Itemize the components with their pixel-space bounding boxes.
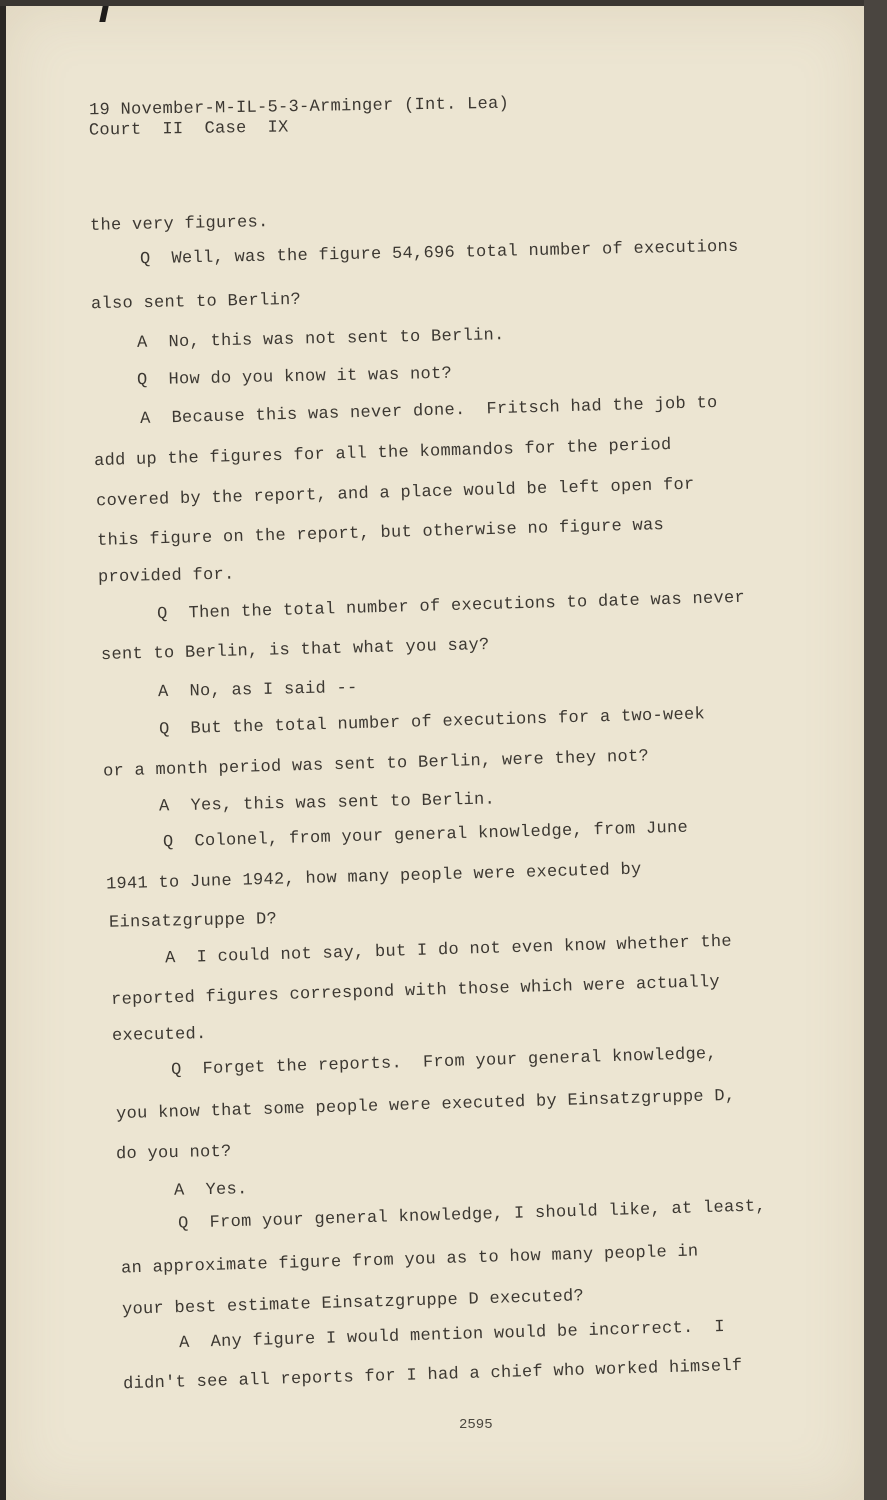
transcript-line: executed. [111, 1025, 207, 1046]
transcript-line: add up the figures for all the kommandos for the period [93, 435, 672, 472]
transcript-line: A Because this was never done. Fritsch had the job to [139, 393, 718, 430]
corner-mark [99, 6, 108, 22]
transcript-line: didn't see all reports for I had a chief who worked himself [122, 1356, 743, 1395]
header-line-2: Court II Case IX [88, 118, 289, 141]
transcript-line: A Yes, this was sent to Berlin. [158, 790, 496, 817]
transcript-line: reported figures correspond with those which were actually [110, 972, 721, 1011]
transcript-line: Q Colonel, from your general knowledge, from June [162, 818, 689, 853]
transcript-line: Q Then the total number of executions to date was never [156, 588, 746, 625]
transcript-line: A No, as I said -- [157, 678, 358, 703]
transcript-line: an approximate figure from you as to how many people in [120, 1242, 699, 1279]
transcript-line: Q How do you know it was not? [136, 364, 453, 391]
transcript-line: covered by the report, and a place would be left open for [95, 475, 695, 512]
transcript-line: this figure on the report, but otherwise no figure was [96, 516, 665, 551]
transcript-line: do you not? [115, 1142, 232, 1165]
transcript-line: A No, this was not sent to Berlin. [136, 326, 505, 353]
transcript-line: Einsatzgruppe D? [108, 910, 278, 933]
transcript-line: or a month period was sent to Berlin, were they not? [102, 747, 650, 782]
document-page [6, 6, 864, 1500]
transcript-line: Q Forget the reports. From your general knowledge, [170, 1044, 718, 1081]
transcript-line: also sent to Berlin? [90, 290, 302, 315]
transcript-line: your best estimate Einsatzgruppe D executed? [121, 1287, 585, 1320]
transcript-line: Q Well, was the figure 54,696 total number of executions [139, 237, 739, 270]
scan-right-edge [864, 0, 887, 1500]
transcript-line: Q From your general knowledge, I should like, at least, [177, 1197, 767, 1234]
transcript-line: Q But the total number of executions for a two-week [158, 705, 706, 740]
transcript-line: A Any figure I would mention would be incorrect. I [178, 1317, 726, 1354]
transcript-line: 1941 to June 1942, how many people were executed by [105, 860, 642, 895]
page-number: 2595 [459, 1417, 493, 1433]
header-line-1: 19 November-M-IL-5-3-Arminger (Int. Lea) [88, 94, 510, 121]
transcript-line: A Yes. [173, 1180, 248, 1201]
transcript-line: A I could not say, but I do not even know whether the [164, 932, 733, 969]
transcript-line: you know that some people were executed by Einsatzgruppe D, [115, 1086, 736, 1125]
transcript-line: sent to Berlin, is that what you say? [100, 635, 490, 666]
transcript-line: provided for. [97, 565, 235, 588]
transcript-line: the very figures. [89, 213, 269, 236]
